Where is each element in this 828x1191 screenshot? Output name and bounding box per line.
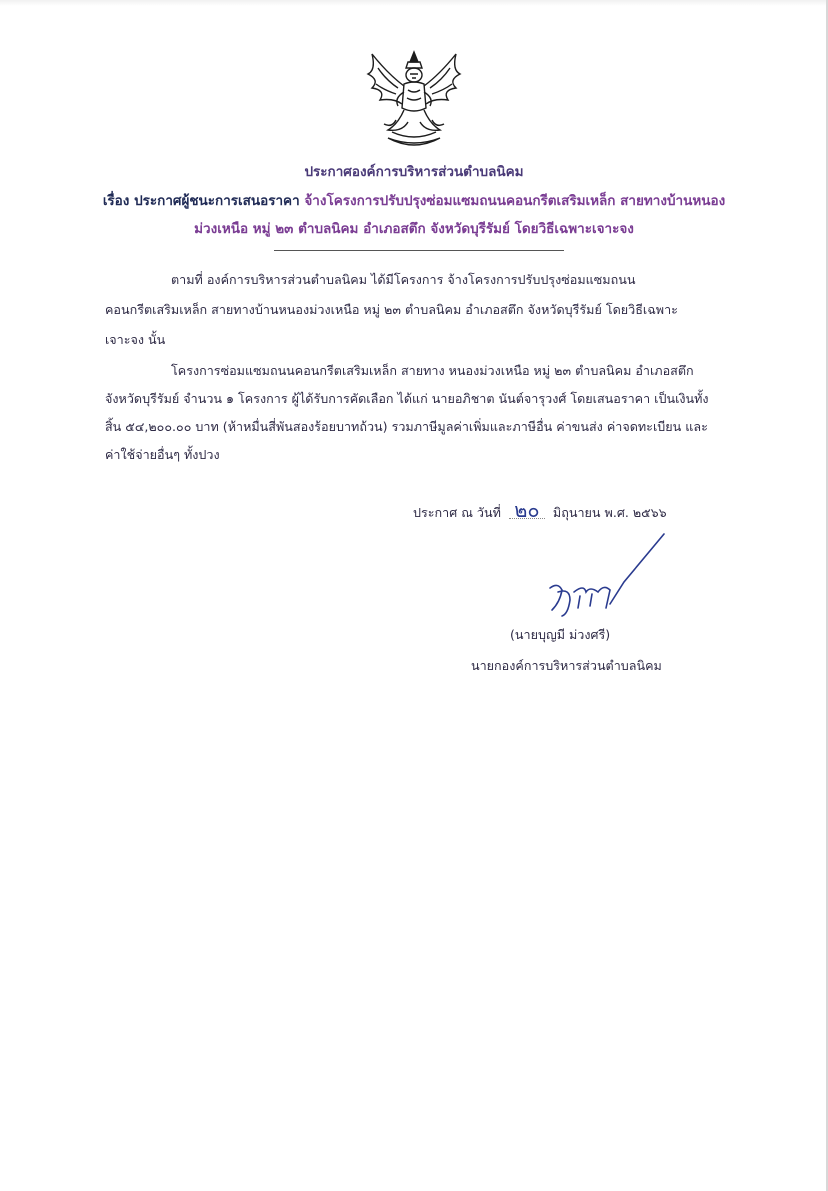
subject-lead: เรื่อง ประกาศผู้ชนะการเสนอราคา: [102, 193, 300, 209]
announcement-subject: [0, 189, 828, 211]
signer-name: (นายบุญมี ม่วงศรี): [510, 627, 611, 642]
paragraph-1-line-2: คอนกรีตเสริมเหล็ก สายทางบ้านหนองม่วงเหนือ หมู่ ๒๓ ตำบลนิคม อำเภอสตึก จังหวัดบุรีรัมย์ โดยวิธีเฉพาะ: [105, 302, 678, 317]
date-prefix: ประกาศ ณ วันที่: [413, 505, 501, 520]
garuda-emblem-icon: [358, 44, 470, 154]
paragraph-2-line-2: จังหวัดบุรีรัมย์ จำนวน ๑ โครงการ ผู้ได้รับการคัดเลือก ได้แก่ นายอภิชาต นันต์จารุวงศ์ โดยเสนอราคา เป็นเงินทั้ง: [105, 391, 709, 406]
announcement-date: [413, 498, 667, 523]
paragraph-1-line-1: ตามที่ องค์การบริหารส่วนตำบลนิคม ได้มีโครงการ จ้างโครงการปรับปรุงซ่อมแซมถนน: [171, 272, 636, 287]
paragraph-2-line-4: ค่าใช้จ่ายอื่นๆ ทั้งปวง: [105, 447, 220, 462]
signer-position: นายกองค์การบริหารส่วนตำบลนิคม: [471, 658, 662, 673]
paragraph-2-line-3: สิ้น ๕๔,๒๐๐.๐๐ บาท (ห้าหมื่นสี่พันสองร้อยบาทถ้วน) รวมภาษีมูลค่าเพิ่มและภาษีอื่น ค่าขนส่ง ค่าจดทะเบียน และ: [105, 419, 708, 434]
handwritten-signature-icon: [540, 530, 670, 620]
title-divider: [274, 250, 564, 251]
announcement-subject-line2: ม่วงเหนือ หมู่ ๒๓ ตำบลนิคม อำเภอสตึก จังหวัดบุรีรัมย์ โดยวิธีเฉพาะเจาะจง: [194, 221, 634, 237]
paragraph-2-line-1: โครงการซ่อมแซมถนนคอนกรีตเสริมเหล็ก สายทาง หนองม่วงเหนือ หมู่ ๒๓ ตำบลนิคม อำเภอสตึก: [171, 363, 694, 378]
subject-project: จ้างโครงการปรับปรุงซ่อมแซมถนนคอนกรีตเสริมเหล็ก สายทางบ้านหนอง: [304, 193, 726, 209]
paragraph-1-line-3: เจาะจง นั้น: [105, 332, 166, 347]
date-day-handwritten: ๒๐: [509, 502, 545, 519]
date-suffix: มิถุนายน พ.ศ. ๒๕๖๖: [552, 505, 667, 520]
announcement-org-line: ประกาศองค์การบริหารส่วนตำบลนิคม: [304, 164, 524, 180]
